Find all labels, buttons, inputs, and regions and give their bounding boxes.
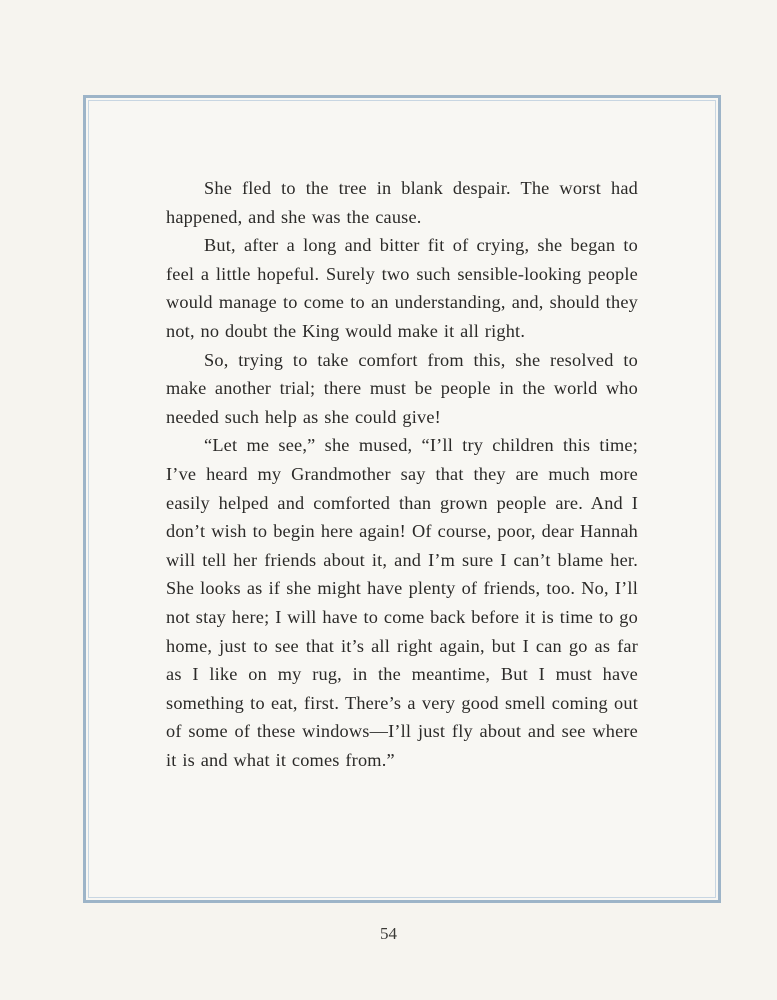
paragraph-3: So, trying to take comfort from this, she resolved to make another trial; there must be people in the world who needed such help as she could give! — [166, 349, 638, 427]
paragraph-4: “Let me see,” she mused, “I’ll try children this time; I’ve heard my Grandmother say that they are much more easily helped and comforted than grown people are. And I don’t wish to begin here again! Of course, poor, dear Hannah will tell her friends about it, and I’m sure I can’t blame her. She looks as if she might have plenty of friends, too. No, I’ll not stay here; I will have to come back before it is time to go home, just to see that it’s all right again, but I can go as far as I like on my rug, in the meantime, But I must have something to eat, first. There’s a very good smell coming out of some of these windows—I’ll just fly about and see where it is and what it comes from.” — [166, 435, 638, 770]
paragraph-1: She fled to the tree in blank despair. The worst had happened, and she was the cause. — [166, 178, 638, 227]
body-text — [166, 174, 638, 774]
paragraph-2: But, after a long and bitter fit of crying, she began to feel a little hopeful. Surely two such sensible-looking people would manage to come to an understanding, and, should they not, no doubt the King would make it all right. — [166, 235, 638, 341]
page-number: 54 — [380, 924, 397, 943]
